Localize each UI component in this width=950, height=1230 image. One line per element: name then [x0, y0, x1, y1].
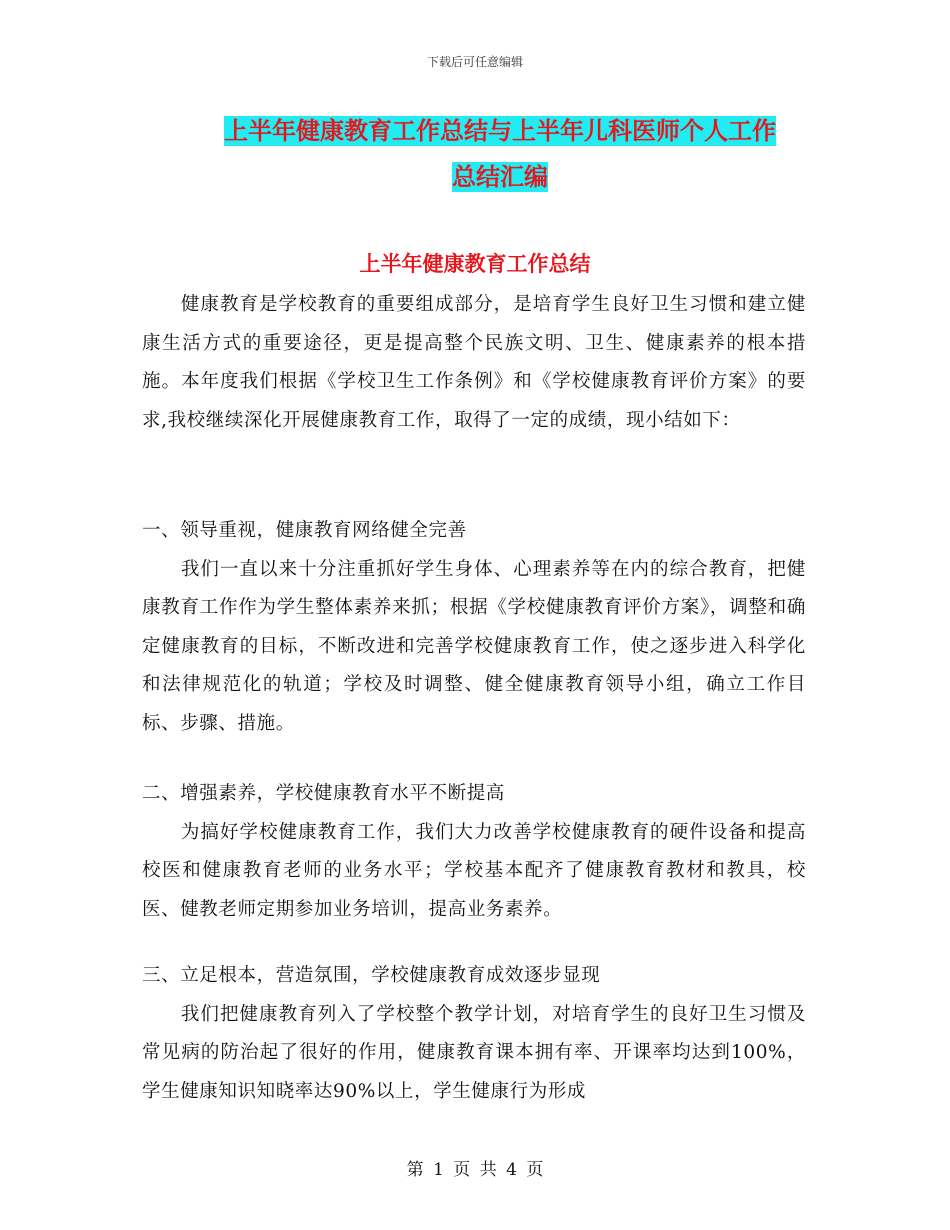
- section-3-body: 我们把健康教育列入了学校整个教学计划，对培育学生的良好卫生习惯及常见病的防治起了很好的作用，健康教育课本拥有率、开课率均达到100%，学生健康知识知晓率达90%以上，学生健康行为形成: [142, 1003, 806, 1102]
- section-2-body: 为搞好学校健康教育工作，我们大力改善学校健康教育的硬件设备和提高校医和健康教育老师的业务水平；学校基本配齐了健康教育教材和教具，校医、健教老师定期参加业务培训，提高业务素养。: [142, 821, 806, 920]
- intro-block: [142, 286, 806, 440]
- main-title-line-1: 上半年健康教育工作总结与上半年儿科医师个人工作: [224, 117, 776, 145]
- header-note: 下载后可任意编辑: [426, 55, 523, 69]
- section-1-body: 我们一直以来十分注重抓好学生身体、心理素养等在内的综合教育，把健康教育工作作为学生整体素养来抓；根据《学校健康教育评价方案》，调整和确定健康教育的目标，不断改进和完善学校健康教育工作，使之逐步进入科学化和法律规范化的轨道；学校及时调整、健全健康教育领导小组，确立工作目标、步骤、措施。: [142, 558, 806, 734]
- page-footer: 第 1 页 共 4 页: [406, 1160, 544, 1180]
- section-3: [142, 957, 806, 1111]
- section-3-heading: 三、立足根本，营造氛围，学校健康教育成效逐步显现: [142, 965, 601, 986]
- main-title: [190, 108, 810, 200]
- section-1-heading: 一、领导重视，健康教育网络健全完善: [142, 520, 467, 541]
- section-title: 上半年健康教育工作总结: [359, 252, 591, 276]
- intro-paragraph: 健康教育是学校教育的重要组成部分，是培育学生良好卫生习惯和建立健康生活方式的重要途径，更是提高整个民族文明、卫生、健康素养的根本措施。本年度我们根据《学校卫生工作条例》和《学校健康教育评价方案》的要求,我校继续深化开展健康教育工作，取得了一定的成绩，现小结如下：: [142, 294, 806, 431]
- section-2-heading: 二、增强素养，学校健康教育水平不断提高: [142, 783, 505, 804]
- section-1: [142, 512, 806, 743]
- main-title-line-2: 总结汇编: [452, 163, 548, 191]
- section-2: [142, 775, 806, 929]
